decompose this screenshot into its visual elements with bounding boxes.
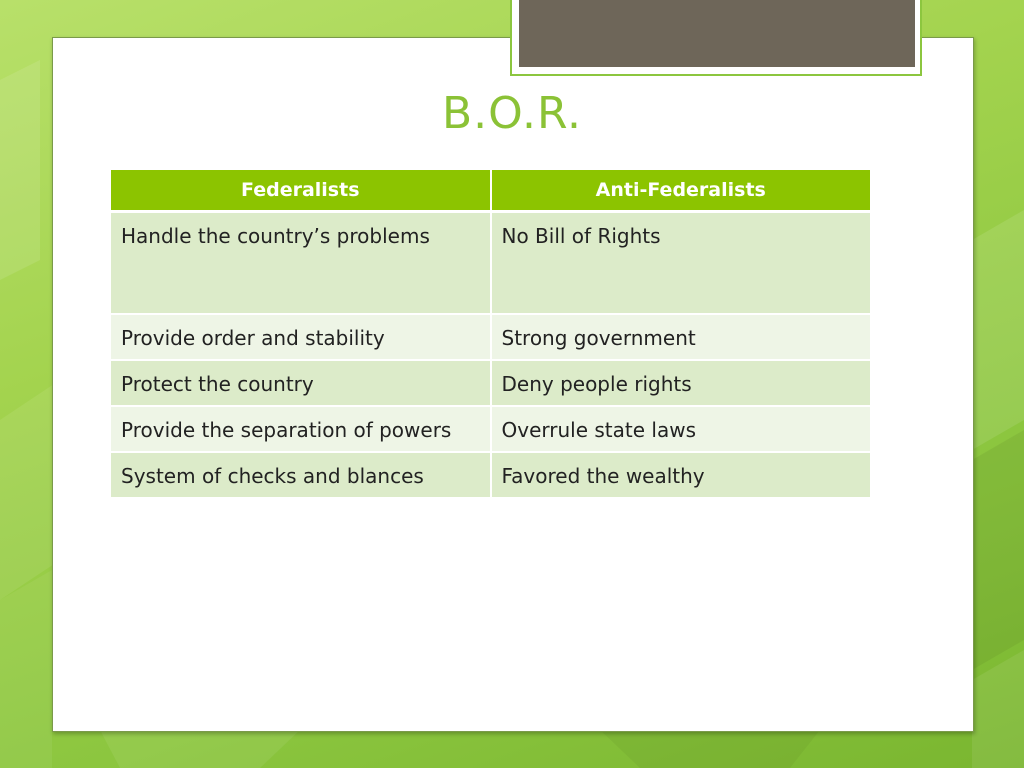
table-row: [111, 212, 870, 315]
table-row: [111, 452, 870, 498]
table-row: [111, 406, 870, 452]
comparison-table: [111, 170, 870, 499]
table-cell-federalist: Protect the country: [111, 360, 491, 406]
column-header-anti-federalists: Anti-Federalists: [491, 170, 871, 212]
table-header-row: [111, 170, 870, 212]
table-row: [111, 314, 870, 360]
table-cell-anti-federalist: Strong government: [491, 314, 871, 360]
table-cell-anti-federalist: Deny people rights: [491, 360, 871, 406]
table-cell-anti-federalist: Favored the wealthy: [491, 452, 871, 498]
table-cell-federalist: Provide the separation of powers: [111, 406, 491, 452]
slide-title: B.O.R.: [442, 88, 582, 139]
table-cell-federalist: Handle the country’s problems: [111, 212, 491, 315]
table-cell-federalist: System of checks and blances: [111, 452, 491, 498]
title-plate-decoration: [519, 0, 915, 67]
table-row: [111, 360, 870, 406]
table-cell-anti-federalist: No Bill of Rights: [491, 212, 871, 315]
table-cell-anti-federalist: Overrule state laws: [491, 406, 871, 452]
table-cell-federalist: Provide order and stability: [111, 314, 491, 360]
column-header-federalists: Federalists: [111, 170, 491, 212]
